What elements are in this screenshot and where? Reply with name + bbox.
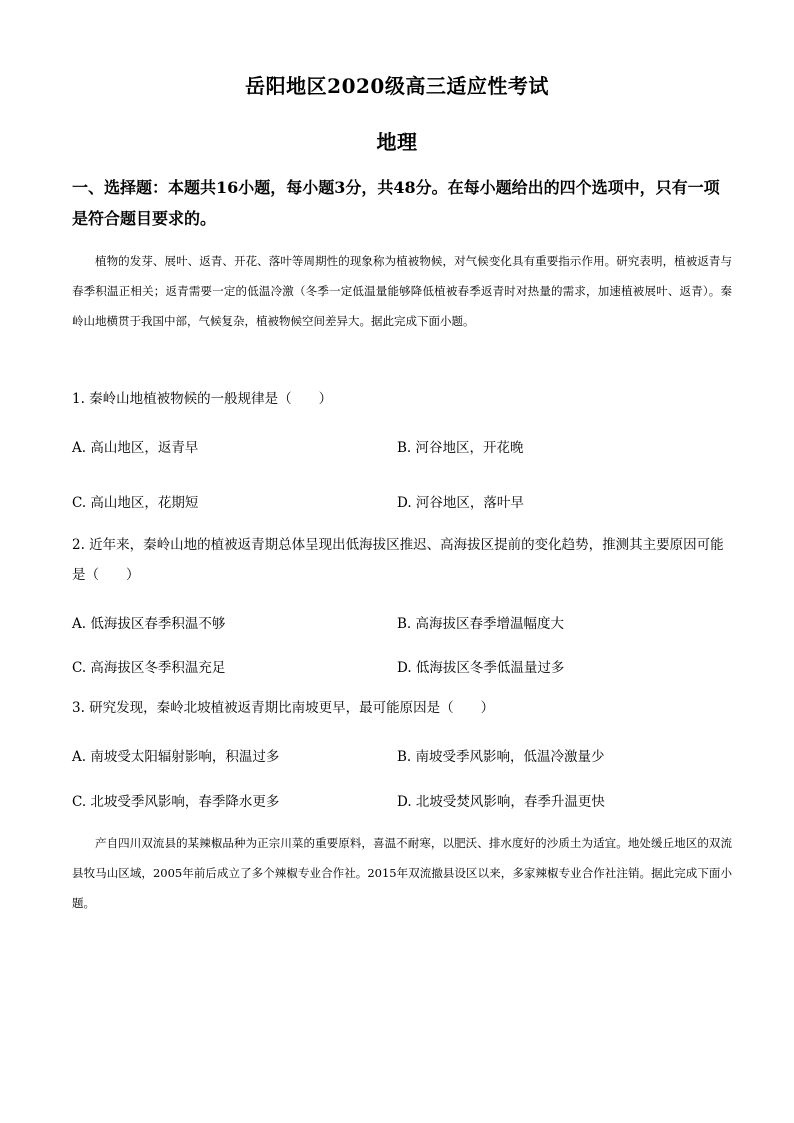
question-3-option-a[interactable]: A. 南坡受太阳辐射影响，积温过多 — [72, 749, 280, 765]
question-1-option-d[interactable]: D. 河谷地区，落叶早 — [397, 495, 524, 511]
section-heading: 一、选择题：本题共16小题，每小题3分，共48分。在每小题给出的四个选项中，只有一项是符合题目要求的。 — [72, 178, 720, 228]
question-2-option-d[interactable]: D. 低海拔区冬季低温量过多 — [397, 660, 565, 676]
passage-phenology: 植物的发芽、展叶、返青、开花、落叶等周期性的现象称为植被物候，对气候变化具有重要指示作用。研究表明，植被返青与春季积温正相关；返青需要一定的低温冷激（冬季一定低温量能够降低植被春季返青时对热量的需求，加速植被展叶、返青）。秦岭山地横贯于我国中部，气候复杂，植被物候空间差异大。据此完成下面小题。 — [72, 254, 732, 328]
question-1-stem: 1. 秦岭山地植被物候的一般规律是（ ） — [72, 391, 333, 407]
question-3-option-d[interactable]: D. 北坡受焚风影响，春季升温更快 — [397, 794, 605, 810]
question-3-stem: 3. 研究发现，秦岭北坡植被返青期比南坡更早，最可能原因是（ ） — [72, 700, 495, 716]
question-1-option-a[interactable]: A. 高山地区，返青早 — [72, 440, 199, 456]
question-2-option-c[interactable]: C. 高海拔区冬季积温充足 — [72, 660, 226, 676]
question-3-option-c[interactable]: C. 北坡受季风影响，春季降水更多 — [72, 794, 280, 810]
question-1-option-c[interactable]: C. 高山地区，花期短 — [72, 495, 199, 511]
subject-title: 地理 — [376, 130, 418, 154]
question-2-option-b[interactable]: B. 高海拔区春季增温幅度大 — [397, 616, 565, 632]
exam-title: 岳阳地区2020级高三适应性考试 — [245, 74, 549, 98]
question-1-option-b[interactable]: B. 河谷地区，开花晚 — [397, 440, 524, 456]
question-2-option-a[interactable]: A. 低海拔区春季积温不够 — [72, 616, 226, 632]
question-3-option-b[interactable]: B. 南坡受季风影响，低温冷激量少 — [397, 749, 605, 765]
question-2-stem: 2. 近年来，秦岭山地的植被返青期总体呈现出低海拔区推迟、高海拔区提前的变化趋势，推测其主要原因可能是（ ） — [72, 537, 724, 583]
passage-chili-pepper: 产自四川双流县的某辣椒品种为正宗川菜的重要原料，喜温不耐寒，以肥沃、排水度好的沙质土为适宜。地处缓丘地区的双流县牧马山区域，2005年前后成立了多个辣椒专业合作社。2015年双流撤县设区以来，多家辣椒专业合作社注销。据此完成下面小题。 — [72, 836, 732, 910]
